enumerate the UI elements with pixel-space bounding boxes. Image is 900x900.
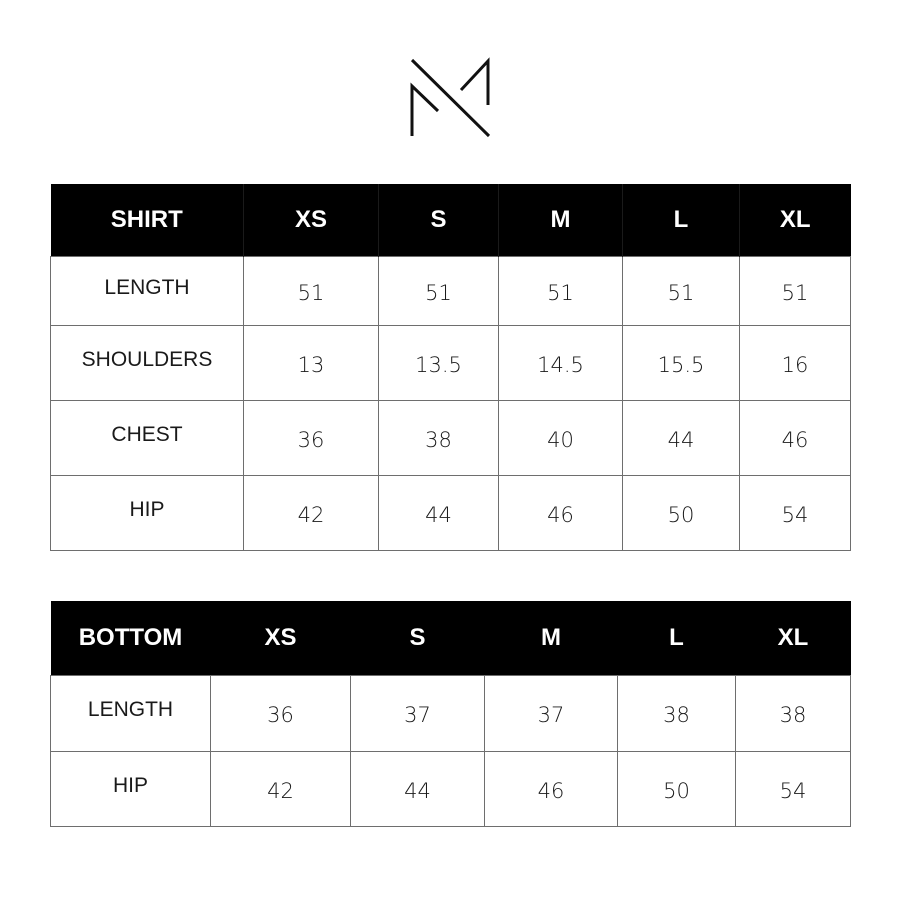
cell-value: 50 [618,751,736,826]
row-label: SHOULDERS [51,325,244,400]
cell-value: 51 [623,256,740,325]
cell-value: 51 [499,256,623,325]
cell-value: 38 [379,400,499,475]
bottom-size-table [50,601,851,827]
cell-value: 38 [736,675,851,751]
table-row [51,475,851,550]
column-header-xs: XS [211,601,351,675]
table-row [51,751,851,826]
table-header-row [51,184,851,256]
column-header-s: S [379,184,499,256]
cell-value: 46 [499,475,623,550]
cell-value: 51 [740,256,851,325]
column-header-l: L [618,601,736,675]
cell-value: 54 [736,751,851,826]
brand-monogram-m-icon [408,56,492,140]
row-label: LENGTH [51,675,211,751]
cell-value: 37 [485,675,618,751]
cell-value: 13 [244,325,379,400]
cell-value: 44 [351,751,485,826]
cell-value: 51 [244,256,379,325]
cell-value: 44 [623,400,740,475]
table-row [51,675,851,751]
cell-value: 36 [211,675,351,751]
column-header-category: SHIRT [51,184,244,256]
row-label: CHEST [51,400,244,475]
cell-value: 42 [211,751,351,826]
cell-value: 50 [623,475,740,550]
cell-value: 16 [740,325,851,400]
cell-value: 42 [244,475,379,550]
cell-value: 40 [499,400,623,475]
cell-value: 36 [244,400,379,475]
column-header-m: M [485,601,618,675]
table-header-row [51,601,851,675]
column-header-xs: XS [244,184,379,256]
cell-value: 46 [485,751,618,826]
column-header-xl: XL [740,184,851,256]
shirt-size-table [50,184,851,551]
cell-value: 14.5 [499,325,623,400]
column-header-category: BOTTOM [51,601,211,675]
column-header-m: M [499,184,623,256]
cell-value: 44 [379,475,499,550]
row-label: HIP [51,751,211,826]
row-label: LENGTH [51,256,244,325]
cell-value: 15.5 [623,325,740,400]
cell-value: 54 [740,475,851,550]
column-header-s: S [351,601,485,675]
table-row [51,256,851,325]
table-row [51,400,851,475]
row-label: HIP [51,475,244,550]
table-row [51,325,851,400]
column-header-l: L [623,184,740,256]
cell-value: 38 [618,675,736,751]
cell-value: 13.5 [379,325,499,400]
cell-value: 37 [351,675,485,751]
cell-value: 46 [740,400,851,475]
cell-value: 51 [379,256,499,325]
column-header-xl: XL [736,601,851,675]
